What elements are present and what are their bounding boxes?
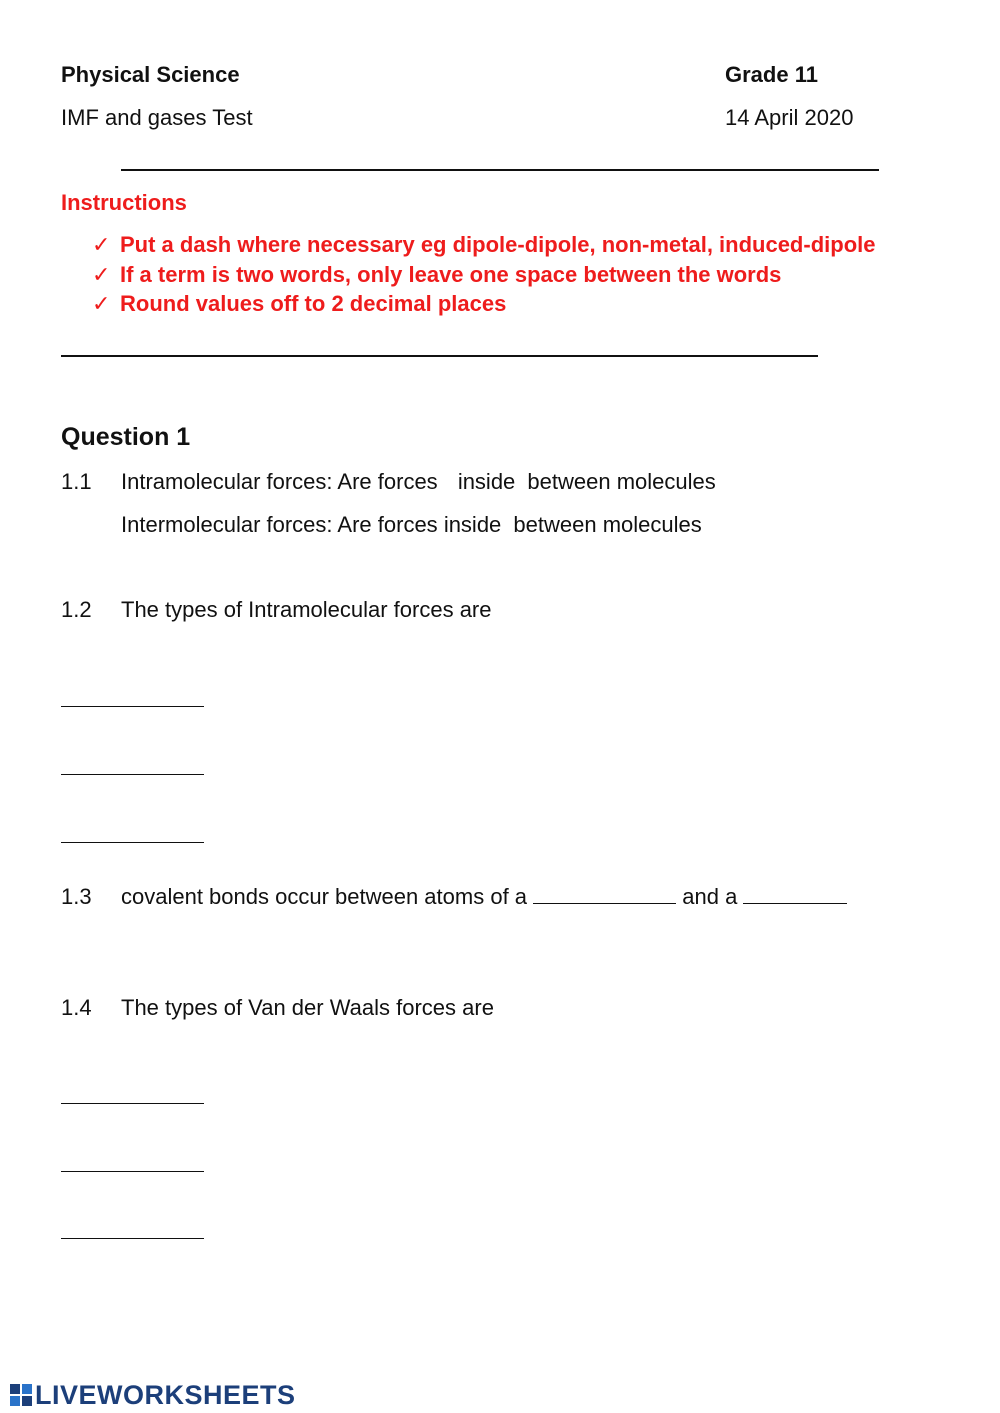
option-inside[interactable]: inside	[457, 469, 516, 494]
answer-blank[interactable]	[61, 842, 204, 843]
test-name: IMF and gases Test	[61, 105, 253, 130]
answer-blank[interactable]	[61, 706, 204, 707]
instructions-divider	[61, 355, 818, 357]
question-1-1-line2: Intermolecular forces: Are forces inside between molecules	[121, 512, 702, 537]
subject-title: Physical Science	[61, 62, 240, 87]
option-inside[interactable]: inside	[443, 512, 502, 537]
check-icon: ✓	[92, 262, 111, 287]
question-1-2-text: The types of Intramolecular forces are	[121, 597, 492, 622]
check-icon: ✓	[92, 232, 111, 257]
instruction-item: ✓ If a term is two words, only leave one space between the words	[92, 262, 782, 287]
question-1-1-line1: Intramolecular forces: Are forces inside between molecules	[121, 469, 716, 494]
check-icon: ✓	[92, 291, 111, 316]
instruction-item: ✓ Put a dash where necessary eg dipole-dipole, non-metal, induced-dipole	[92, 232, 876, 257]
question-1-title: Question 1	[61, 423, 191, 451]
logo-mark-icon	[10, 1384, 32, 1406]
grade-label: Grade 11	[725, 62, 818, 87]
instructions-title: Instructions	[61, 190, 187, 215]
question-1-3-text: covalent bonds occur between atoms of a and a	[121, 884, 847, 910]
option-between-molecules[interactable]: between molecules	[513, 512, 702, 537]
answer-blank[interactable]	[61, 1238, 204, 1239]
instruction-item: ✓ Round values off to 2 decimal places	[92, 291, 507, 316]
answer-blank[interactable]	[533, 885, 676, 904]
test-date: 14 April 2020	[725, 105, 854, 130]
question-1-3-number: 1.3	[61, 884, 92, 909]
answer-blank[interactable]	[61, 1171, 204, 1172]
question-1-1-number: 1.1	[61, 469, 92, 494]
answer-blank[interactable]	[61, 1103, 204, 1104]
question-1-2-number: 1.2	[61, 597, 92, 622]
question-1-4-number: 1.4	[61, 995, 92, 1020]
answer-blank[interactable]	[61, 774, 204, 775]
option-between-molecules[interactable]: between molecules	[527, 469, 716, 494]
answer-blank[interactable]	[743, 885, 847, 904]
liveworksheets-logo[interactable]: LIVEWORKSHEETS	[10, 1380, 296, 1411]
question-1-4-text: The types of Van der Waals forces are	[121, 995, 494, 1020]
header-divider	[121, 169, 879, 171]
